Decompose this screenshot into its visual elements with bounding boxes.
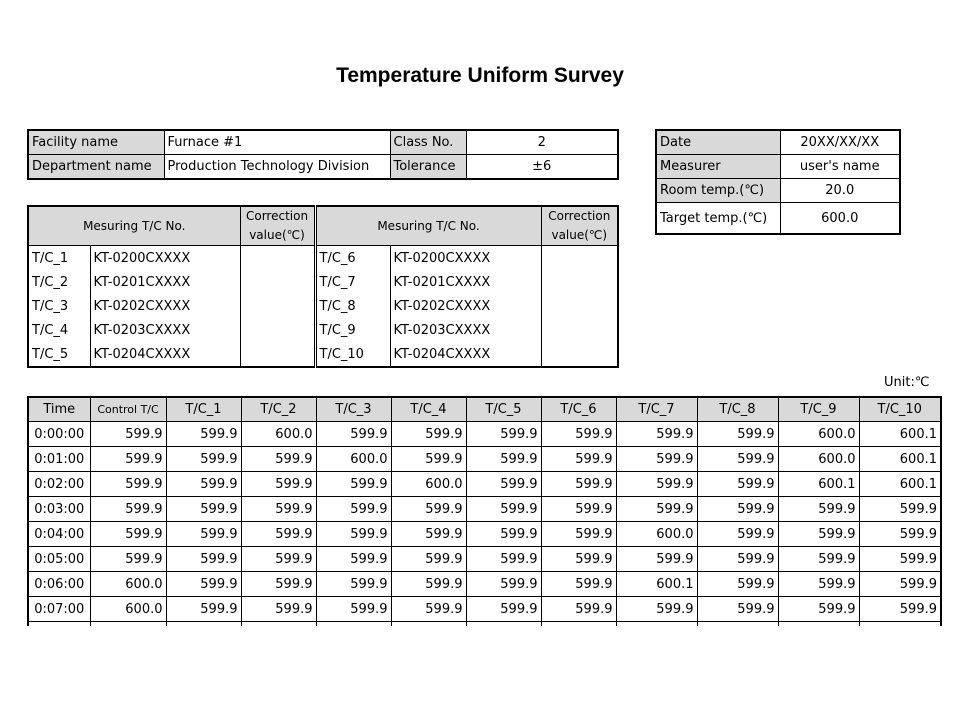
temperature-cell: 599.9 <box>697 447 778 472</box>
temperature-cell: 599.9 <box>616 472 697 497</box>
empty-cell <box>316 622 391 627</box>
column-header: T/C_4 <box>391 397 466 422</box>
empty-cell <box>241 622 316 627</box>
tc-label: T/C_6 <box>315 246 390 271</box>
measurer-value[interactable]: user's name <box>780 155 900 179</box>
temperature-cell: 599.9 <box>466 572 541 597</box>
temperature-cell: 599.9 <box>697 522 778 547</box>
temperature-cell: 599.9 <box>778 547 859 572</box>
unit-label: Unit:℃ <box>884 375 930 390</box>
temperature-cell: 599.9 <box>541 422 616 447</box>
tc-list-row <box>28 294 618 318</box>
temperature-cell: 599.9 <box>166 472 241 497</box>
time-cell: 0:03:00 <box>28 497 90 522</box>
column-header: T/C_7 <box>616 397 697 422</box>
correction-header-line1: Correction <box>245 209 309 223</box>
tolerance-label: Tolerance <box>390 155 466 180</box>
room-temp-label: Room temp.(℃) <box>656 179 780 203</box>
temperature-cell: 599.9 <box>697 572 778 597</box>
column-header: T/C_8 <box>697 397 778 422</box>
temperature-cell: 599.9 <box>466 547 541 572</box>
temperature-cell: 599.9 <box>541 497 616 522</box>
empty-cell <box>391 622 466 627</box>
empty-cell <box>616 622 697 627</box>
temperature-cell: 599.9 <box>541 447 616 472</box>
temperature-cell: 599.9 <box>859 547 941 572</box>
correction-value[interactable] <box>240 342 315 367</box>
temperature-cell: 599.9 <box>391 547 466 572</box>
tc-list-table <box>27 205 619 368</box>
tc-list-row <box>28 342 618 367</box>
temperature-cell: 599.9 <box>616 597 697 622</box>
temperature-cell: 599.9 <box>166 447 241 472</box>
correction-value[interactable] <box>240 318 315 342</box>
survey-info-table <box>655 129 901 235</box>
tc-id: KT-0202CXXXX <box>90 294 240 318</box>
time-cell: 0:07:00 <box>28 597 90 622</box>
temperature-cell: 599.9 <box>697 547 778 572</box>
department-row <box>28 155 618 180</box>
temperature-cell: 599.9 <box>316 422 391 447</box>
target-temp-label: Target temp.(℃) <box>656 203 780 235</box>
temperature-cell: 599.9 <box>166 497 241 522</box>
tc-label: T/C_3 <box>28 294 90 318</box>
temperature-cell: 599.9 <box>90 422 166 447</box>
empty-cell <box>778 622 859 627</box>
table-row <box>28 597 941 622</box>
empty-cell <box>28 622 90 627</box>
class-no-value[interactable]: 2 <box>466 130 618 155</box>
temperature-cell: 599.9 <box>466 447 541 472</box>
page-title: Temperature Uniform Survey <box>336 64 624 87</box>
table-row <box>28 572 941 597</box>
column-header: T/C_5 <box>466 397 541 422</box>
room-temp-value[interactable]: 20.0 <box>780 179 900 203</box>
facility-name-label: Facility name <box>28 130 164 155</box>
temperature-cell: 599.9 <box>241 447 316 472</box>
temperature-cell: 599.9 <box>391 422 466 447</box>
time-cell: 0:06:00 <box>28 572 90 597</box>
temperature-cell: 599.9 <box>778 522 859 547</box>
correction-value[interactable] <box>541 246 618 271</box>
temperature-cell: 599.9 <box>166 572 241 597</box>
correction-header-left <box>240 206 315 246</box>
temperature-cell: 599.9 <box>859 497 941 522</box>
temperature-cell: 599.9 <box>391 572 466 597</box>
temperature-cell: 599.9 <box>90 472 166 497</box>
temperature-cell: 600.1 <box>778 472 859 497</box>
temperature-data-table <box>27 396 942 626</box>
temperature-cell: 599.9 <box>391 447 466 472</box>
temperature-cell: 599.9 <box>166 522 241 547</box>
temperature-cell: 599.9 <box>859 572 941 597</box>
tc-list-header-row <box>28 206 618 246</box>
temperature-cell: 599.9 <box>541 522 616 547</box>
temperature-cell: 599.9 <box>697 422 778 447</box>
temperature-cell: 599.9 <box>859 597 941 622</box>
correction-value[interactable] <box>240 270 315 294</box>
date-label: Date <box>656 130 780 155</box>
correction-value[interactable] <box>541 270 618 294</box>
time-cell: 0:02:00 <box>28 472 90 497</box>
temperature-cell: 599.9 <box>466 522 541 547</box>
time-cell: 0:04:00 <box>28 522 90 547</box>
empty-cell <box>166 622 241 627</box>
measurer-label: Measurer <box>656 155 780 179</box>
temperature-cell: 599.9 <box>391 522 466 547</box>
table-row <box>28 422 941 447</box>
correction-value[interactable] <box>240 246 315 271</box>
temperature-cell: 600.0 <box>316 447 391 472</box>
temperature-cell: 599.9 <box>616 547 697 572</box>
tc-id: KT-0202CXXXX <box>390 294 541 318</box>
temperature-cell: 600.1 <box>859 447 941 472</box>
tc-id: KT-0200CXXXX <box>90 246 240 271</box>
temperature-cell: 600.0 <box>778 447 859 472</box>
table-row <box>28 472 941 497</box>
temperature-cell: 600.1 <box>616 572 697 597</box>
correction-value[interactable] <box>541 342 618 367</box>
tc-label: T/C_8 <box>315 294 390 318</box>
tc-id: KT-0204CXXXX <box>390 342 541 367</box>
class-no-label: Class No. <box>390 130 466 155</box>
tc-id: KT-0203CXXXX <box>390 318 541 342</box>
tc-id: KT-0201CXXXX <box>390 270 541 294</box>
temperature-cell: 599.9 <box>316 597 391 622</box>
temperature-cell: 599.9 <box>90 447 166 472</box>
tc-id: KT-0204CXXXX <box>90 342 240 367</box>
correction-value[interactable] <box>541 294 618 318</box>
temperature-cell: 599.9 <box>90 547 166 572</box>
tc-id: KT-0200CXXXX <box>390 246 541 271</box>
table-row <box>28 522 941 547</box>
correction-value[interactable] <box>240 294 315 318</box>
tc-label: T/C_5 <box>28 342 90 367</box>
tc-list-row <box>28 246 618 271</box>
temperature-cell: 599.9 <box>541 572 616 597</box>
temperature-cell: 599.9 <box>316 572 391 597</box>
temperature-cell: 599.9 <box>778 497 859 522</box>
facility-name-value[interactable]: Furnace #1 <box>164 130 390 155</box>
date-value[interactable]: 20XX/XX/XX <box>780 130 900 155</box>
table-row <box>28 497 941 522</box>
temperature-cell: 599.9 <box>241 547 316 572</box>
table-row <box>28 547 941 572</box>
facility-row <box>28 130 618 155</box>
temperature-cell: 599.9 <box>541 547 616 572</box>
target-temp-value[interactable]: 600.0 <box>780 203 900 235</box>
temperature-cell: 599.9 <box>241 497 316 522</box>
tc-label: T/C_10 <box>315 342 390 367</box>
tc-id: KT-0201CXXXX <box>90 270 240 294</box>
column-header: T/C_6 <box>541 397 616 422</box>
table-row <box>28 447 941 472</box>
column-header: T/C_9 <box>778 397 859 422</box>
tc-list-row <box>28 270 618 294</box>
empty-cell <box>90 622 166 627</box>
temperature-cell: 599.9 <box>466 472 541 497</box>
time-cell: 0:05:00 <box>28 547 90 572</box>
column-header: T/C_3 <box>316 397 391 422</box>
column-header: T/C_10 <box>859 397 941 422</box>
temperature-cell: 599.9 <box>391 597 466 622</box>
correction-header-right <box>541 206 618 246</box>
temperature-cell: 599.9 <box>241 572 316 597</box>
tc-no-header-left: Mesuring T/C No. <box>28 206 240 246</box>
tc-no-header-right: Mesuring T/C No. <box>315 206 541 246</box>
temperature-cell: 599.9 <box>241 522 316 547</box>
table-row-cutoff <box>28 622 941 627</box>
column-header: T/C_2 <box>241 397 316 422</box>
temperature-cell: 599.9 <box>778 572 859 597</box>
temperature-cell: 599.9 <box>90 497 166 522</box>
empty-cell <box>541 622 616 627</box>
temperature-cell: 599.9 <box>697 497 778 522</box>
temperature-cell: 599.9 <box>316 472 391 497</box>
temperature-cell: 599.9 <box>90 522 166 547</box>
temperature-cell: 599.9 <box>697 597 778 622</box>
temperature-cell: 599.9 <box>541 472 616 497</box>
empty-cell <box>466 622 541 627</box>
column-header: Control T/C <box>90 397 166 422</box>
tc-label: T/C_7 <box>315 270 390 294</box>
temperature-cell: 599.9 <box>166 597 241 622</box>
temperature-cell: 599.9 <box>616 447 697 472</box>
temperature-cell: 599.9 <box>241 597 316 622</box>
temperature-cell: 600.0 <box>778 422 859 447</box>
temperature-cell: 600.1 <box>859 472 941 497</box>
temperature-cell: 599.9 <box>316 547 391 572</box>
correction-header-line2: value(℃) <box>249 228 305 242</box>
correction-header-line1: Correction <box>548 209 611 223</box>
facility-table <box>27 129 619 180</box>
tc-id: KT-0203CXXXX <box>90 318 240 342</box>
temperature-cell: 599.9 <box>466 422 541 447</box>
temperature-cell: 600.0 <box>90 572 166 597</box>
temperature-cell: 599.9 <box>391 497 466 522</box>
tc-label: T/C_4 <box>28 318 90 342</box>
temperature-cell: 599.9 <box>616 497 697 522</box>
temperature-cell: 600.0 <box>241 422 316 447</box>
temperature-cell: 600.0 <box>616 522 697 547</box>
data-header-row <box>28 397 941 422</box>
temperature-cell: 599.9 <box>466 597 541 622</box>
temperature-cell: 599.9 <box>466 497 541 522</box>
tc-list-row <box>28 318 618 342</box>
column-header: T/C_1 <box>166 397 241 422</box>
temperature-cell: 600.0 <box>391 472 466 497</box>
tolerance-value[interactable]: ±6 <box>466 155 618 180</box>
temperature-cell: 600.1 <box>859 422 941 447</box>
temperature-cell: 599.9 <box>697 472 778 497</box>
temperature-cell: 599.9 <box>316 522 391 547</box>
time-cell: 0:00:00 <box>28 422 90 447</box>
temperature-cell: 599.9 <box>166 547 241 572</box>
temperature-cell: 599.9 <box>778 597 859 622</box>
time-cell: 0:01:00 <box>28 447 90 472</box>
empty-cell <box>697 622 778 627</box>
temperature-cell: 599.9 <box>616 422 697 447</box>
temperature-cell: 599.9 <box>166 422 241 447</box>
correction-value[interactable] <box>541 318 618 342</box>
tc-label: T/C_2 <box>28 270 90 294</box>
column-header: Time <box>28 397 90 422</box>
correction-header-line2: value(℃) <box>551 228 608 242</box>
department-name-value[interactable]: Production Technology Division <box>164 155 390 180</box>
temperature-cell: 599.9 <box>241 472 316 497</box>
temperature-cell: 599.9 <box>541 597 616 622</box>
temperature-cell: 600.0 <box>90 597 166 622</box>
temperature-cell: 599.9 <box>859 522 941 547</box>
temperature-cell: 599.9 <box>316 497 391 522</box>
empty-cell <box>859 622 941 627</box>
tc-label: T/C_9 <box>315 318 390 342</box>
tc-label: T/C_1 <box>28 246 90 271</box>
department-name-label: Department name <box>28 155 164 180</box>
